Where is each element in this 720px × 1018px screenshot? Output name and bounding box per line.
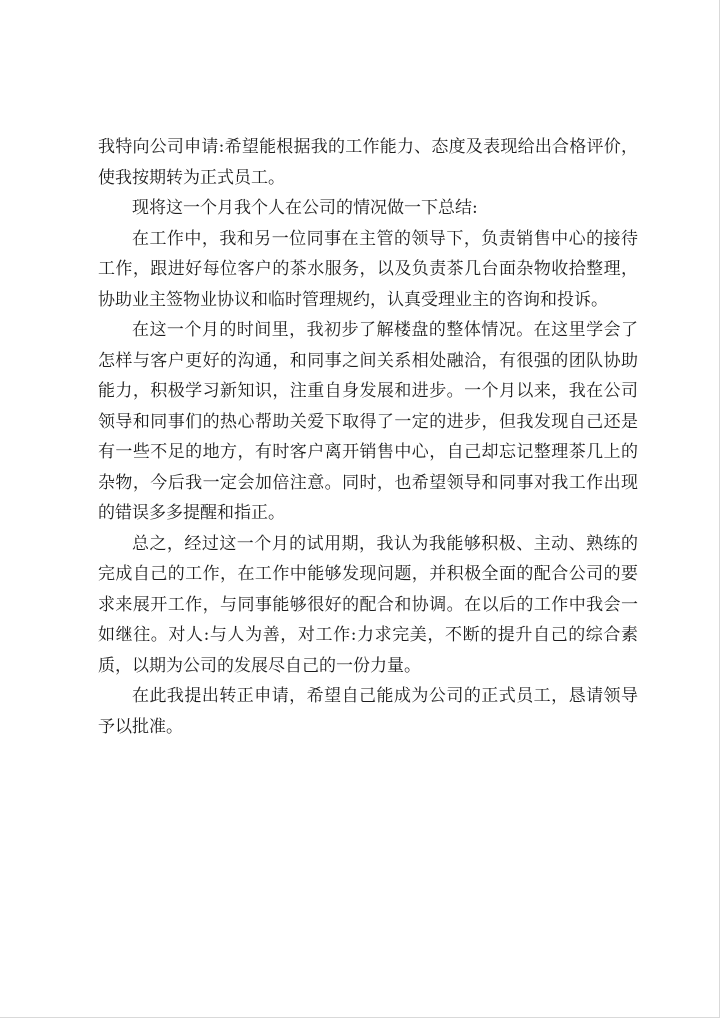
paragraph-request-intro: 我特向公司申请:希望能根据我的工作能力、态度及表现给出合格评价，使我按期转为正式员工。 <box>98 137 638 188</box>
document-body <box>98 132 638 742</box>
paragraph-application: 在此我提出转正申请，希望自己能成为公司的正式员工，恳请领导予以批准。 <box>98 686 638 737</box>
paragraph-summary-heading: 现将这一个月我个人在公司的情况做一下总结: <box>132 198 478 218</box>
paragraph-progress: 在这一个月的时间里，我初步了解楼盘的整体情况。在这里学会了怎样与客户更好的沟通，和同事之间关系相处融洽，有很强的团队协助能力，积极学习新知识，注重自身发展和进步。一个月以来，我在公司领导和同事们的热心帮助关爱下取得了一定的进步，但我发现自己还是有一些不足的地方，有时客户离开销售中心，自己却忘记整理茶几上的杂物，今后我一定会加倍注意。同时，也希望领导和同事对我工作出现的错误多多提醒和指正。 <box>98 320 638 523</box>
paragraph-work-duties: 在工作中，我和另一位同事在主管的领导下，负责销售中心的接待工作，跟进好每位客户的茶水服务，以及负责茶几台面杂物收拾整理，协助业主签物业协议和临时管理规约，认真受理业主的咨询和投诉。 <box>98 228 638 310</box>
paragraph-conclusion: 总之，经过这一个月的试用期，我认为我能够积极、主动、熟练的完成自己的工作，在工作中能够发现问题，并积极全面的配合公司的要求来展开工作，与同事能够很好的配合和协调。在以后的工作中我会一如继往。对人:与人为善，对工作:力求完美，不断的提升自己的综合素质，以期为公司的发展尽自己的一份力量。 <box>98 533 638 676</box>
